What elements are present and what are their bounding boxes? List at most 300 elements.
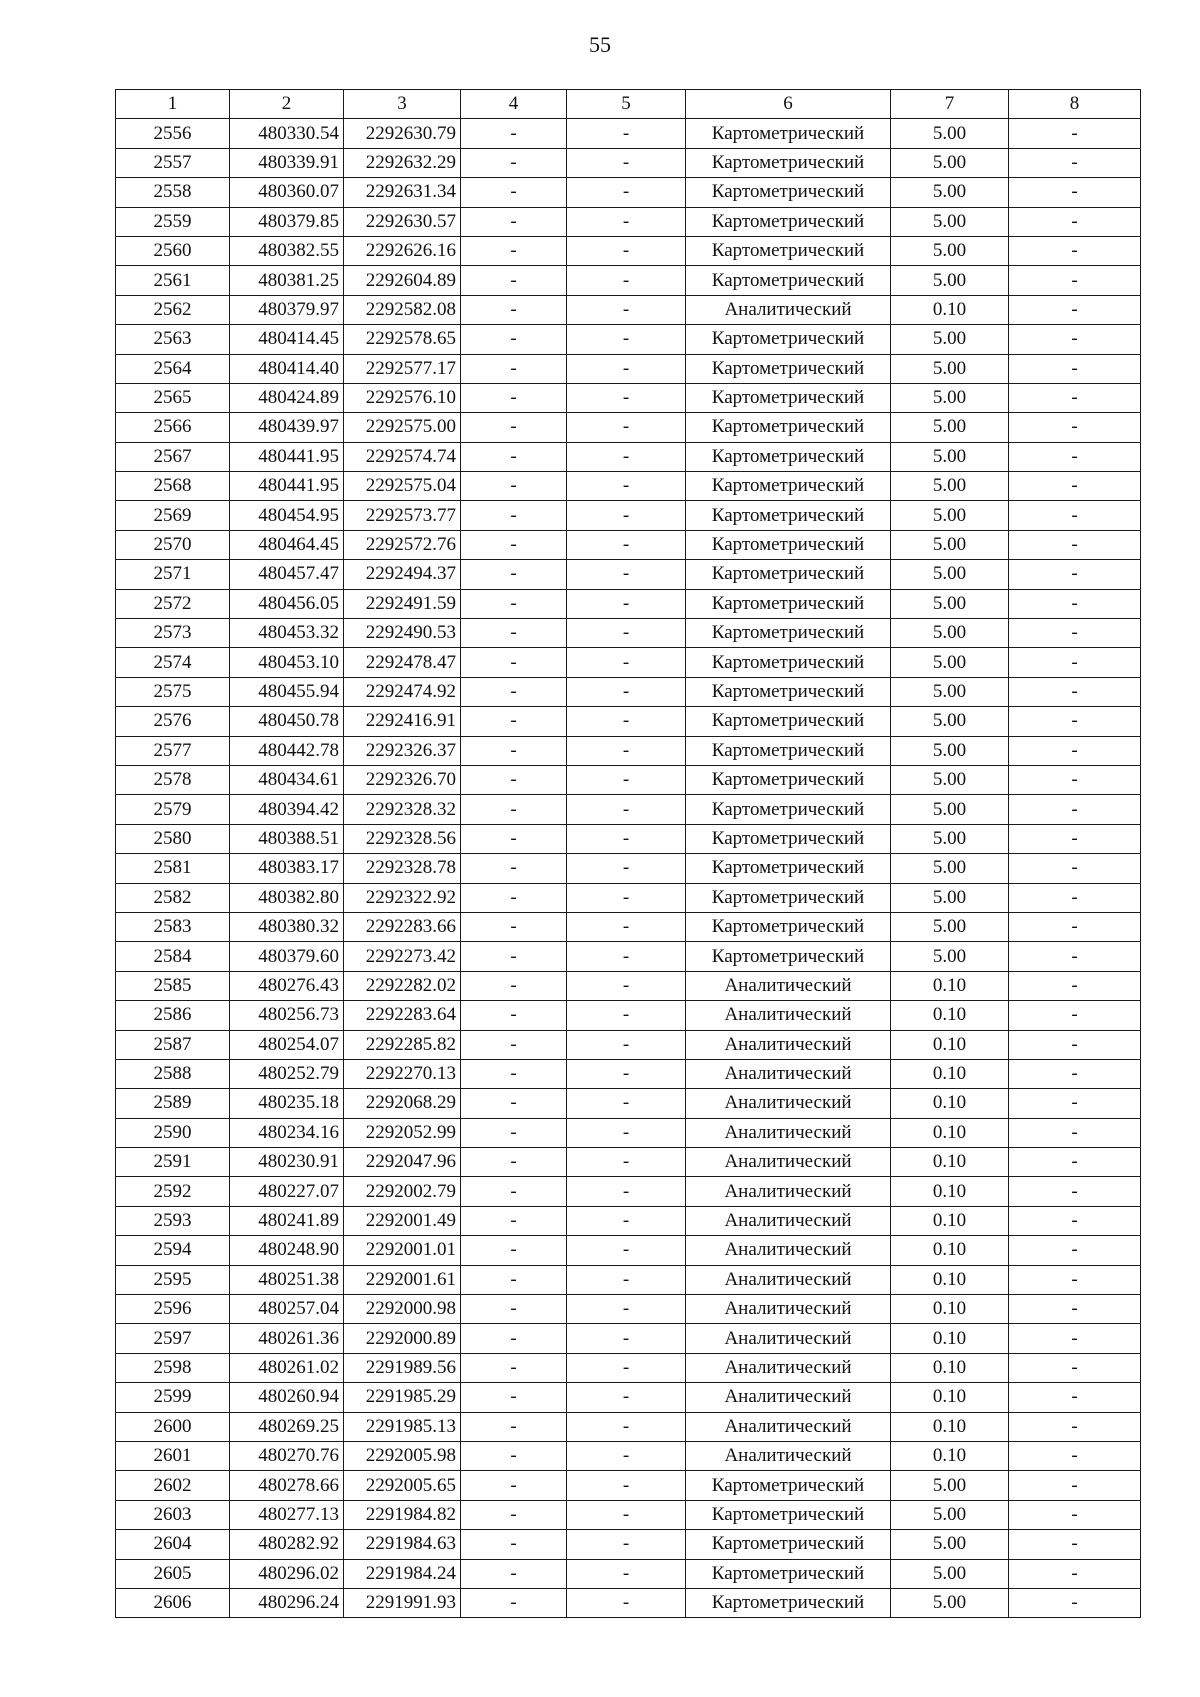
method-cell: Аналитический (686, 1177, 891, 1206)
point-number-cell: 2582 (116, 883, 230, 912)
method-cell: Аналитический (686, 1206, 891, 1235)
cell: - (1009, 413, 1141, 442)
cell: - (461, 912, 567, 941)
cell: - (1009, 1471, 1141, 1500)
table-row (116, 589, 1141, 618)
point-number-cell: 2573 (116, 619, 230, 648)
cell: - (461, 854, 567, 883)
cell: - (1009, 1353, 1141, 1382)
point-number-cell: 2569 (116, 501, 230, 530)
cell: - (567, 236, 686, 265)
x-coordinate-cell: 480381.25 (230, 266, 344, 295)
y-coordinate-cell: 2292001.01 (344, 1236, 461, 1265)
x-coordinate-cell: 480248.90 (230, 1236, 344, 1265)
cell: - (567, 971, 686, 1000)
point-number-cell: 2556 (116, 119, 230, 148)
method-cell: Картометрический (686, 795, 891, 824)
cell: - (567, 501, 686, 530)
point-number-cell: 2565 (116, 383, 230, 412)
table-row (116, 295, 1141, 324)
accuracy-cell: 5.00 (891, 325, 1009, 354)
x-coordinate-cell: 480241.89 (230, 1206, 344, 1235)
method-cell: Картометрический (686, 1559, 891, 1588)
cell: - (1009, 295, 1141, 324)
y-coordinate-cell: 2292052.99 (344, 1118, 461, 1147)
accuracy-cell: 5.00 (891, 1471, 1009, 1500)
accuracy-cell: 0.10 (891, 1118, 1009, 1147)
point-number-cell: 2571 (116, 560, 230, 589)
method-cell: Аналитический (686, 1236, 891, 1265)
cell: - (461, 648, 567, 677)
y-coordinate-cell: 2291985.29 (344, 1383, 461, 1412)
cell: - (567, 1383, 686, 1412)
cell: - (461, 883, 567, 912)
cell: - (1009, 912, 1141, 941)
table-row (116, 413, 1141, 442)
method-cell: Картометрический (686, 589, 891, 618)
cell: - (461, 1353, 567, 1382)
page-number: 55 (589, 32, 611, 57)
cell: - (461, 1001, 567, 1030)
cell: - (461, 1177, 567, 1206)
cell: - (461, 472, 567, 501)
y-coordinate-cell: 2292000.89 (344, 1324, 461, 1353)
cell: - (461, 501, 567, 530)
y-coordinate-cell: 2292322.92 (344, 883, 461, 912)
y-coordinate-cell: 2292328.56 (344, 824, 461, 853)
cell: - (567, 1089, 686, 1118)
cell: - (461, 295, 567, 324)
cell: - (567, 354, 686, 383)
cell: - (1009, 1177, 1141, 1206)
cell: - (567, 472, 686, 501)
accuracy-cell: 5.00 (891, 148, 1009, 177)
cell: - (567, 619, 686, 648)
point-number-cell: 2560 (116, 236, 230, 265)
method-cell: Картометрический (686, 236, 891, 265)
cell: - (1009, 266, 1141, 295)
accuracy-cell: 0.10 (891, 1353, 1009, 1382)
x-coordinate-cell: 480454.95 (230, 501, 344, 530)
cell: - (461, 1471, 567, 1500)
table-header-row (116, 90, 1141, 119)
accuracy-cell: 5.00 (891, 207, 1009, 236)
cell: - (461, 971, 567, 1000)
cell: - (461, 148, 567, 177)
method-cell: Картометрический (686, 354, 891, 383)
cell: - (567, 1177, 686, 1206)
point-number-cell: 2578 (116, 765, 230, 794)
point-number-cell: 2589 (116, 1089, 230, 1118)
accuracy-cell: 5.00 (891, 736, 1009, 765)
point-number-cell: 2566 (116, 413, 230, 442)
cell: - (461, 1030, 567, 1059)
table-row (116, 1236, 1141, 1265)
accuracy-cell: 5.00 (891, 413, 1009, 442)
cell: - (461, 413, 567, 442)
cell: - (567, 1236, 686, 1265)
cell: - (567, 648, 686, 677)
point-number-cell: 2595 (116, 1265, 230, 1294)
cell: - (567, 736, 686, 765)
table-row (116, 1559, 1141, 1588)
y-coordinate-cell: 2292474.92 (344, 677, 461, 706)
method-cell: Аналитический (686, 1265, 891, 1294)
cell: - (567, 325, 686, 354)
method-cell: Аналитический (686, 971, 891, 1000)
table-row (116, 383, 1141, 412)
x-coordinate-cell: 480282.92 (230, 1530, 344, 1559)
accuracy-cell: 0.10 (891, 1206, 1009, 1235)
y-coordinate-cell: 2292575.00 (344, 413, 461, 442)
method-cell: Аналитический (686, 1383, 891, 1412)
accuracy-cell: 5.00 (891, 1500, 1009, 1529)
x-coordinate-cell: 480453.10 (230, 648, 344, 677)
x-coordinate-cell: 480450.78 (230, 707, 344, 736)
cell: - (567, 1059, 686, 1088)
cell: - (1009, 1588, 1141, 1617)
accuracy-cell: 0.10 (891, 1441, 1009, 1470)
column-header: 3 (344, 90, 461, 119)
x-coordinate-cell: 480251.38 (230, 1265, 344, 1294)
y-coordinate-cell: 2291989.56 (344, 1353, 461, 1382)
accuracy-cell: 0.10 (891, 1383, 1009, 1412)
cell: - (461, 677, 567, 706)
y-coordinate-cell: 2291984.24 (344, 1559, 461, 1588)
cell: - (567, 560, 686, 589)
accuracy-cell: 5.00 (891, 501, 1009, 530)
table-row (116, 1412, 1141, 1441)
cell: - (461, 765, 567, 794)
cell: - (567, 1353, 686, 1382)
cell: - (461, 1118, 567, 1147)
accuracy-cell: 0.10 (891, 1059, 1009, 1088)
cell: - (461, 1148, 567, 1177)
cell: - (1009, 325, 1141, 354)
point-number-cell: 2587 (116, 1030, 230, 1059)
cell: - (1009, 472, 1141, 501)
point-number-cell: 2592 (116, 1177, 230, 1206)
x-coordinate-cell: 480414.45 (230, 325, 344, 354)
cell: - (567, 589, 686, 618)
table-row (116, 1295, 1141, 1324)
point-number-cell: 2567 (116, 442, 230, 471)
cell: - (1009, 1412, 1141, 1441)
y-coordinate-cell: 2292576.10 (344, 383, 461, 412)
point-number-cell: 2600 (116, 1412, 230, 1441)
cell: - (1009, 1500, 1141, 1529)
method-cell: Картометрический (686, 413, 891, 442)
cell: - (1009, 354, 1141, 383)
cell: - (1009, 530, 1141, 559)
column-header: 4 (461, 90, 567, 119)
method-cell: Аналитический (686, 1353, 891, 1382)
cell: - (461, 736, 567, 765)
x-coordinate-cell: 480434.61 (230, 765, 344, 794)
cell: - (567, 383, 686, 412)
method-cell: Аналитический (686, 1030, 891, 1059)
cell: - (567, 1412, 686, 1441)
table-row (116, 648, 1141, 677)
table-row (116, 912, 1141, 941)
method-cell: Картометрический (686, 736, 891, 765)
x-coordinate-cell: 480424.89 (230, 383, 344, 412)
cell: - (567, 1030, 686, 1059)
x-coordinate-cell: 480234.16 (230, 1118, 344, 1147)
accuracy-cell: 5.00 (891, 619, 1009, 648)
table-row (116, 795, 1141, 824)
accuracy-cell: 5.00 (891, 178, 1009, 207)
point-number-cell: 2599 (116, 1383, 230, 1412)
accuracy-cell: 5.00 (891, 648, 1009, 677)
table-row (116, 119, 1141, 148)
cell: - (461, 589, 567, 618)
point-number-cell: 2568 (116, 472, 230, 501)
cell: - (1009, 178, 1141, 207)
method-cell: Картометрический (686, 119, 891, 148)
x-coordinate-cell: 480235.18 (230, 1089, 344, 1118)
method-cell: Картометрический (686, 1530, 891, 1559)
accuracy-cell: 5.00 (891, 119, 1009, 148)
y-coordinate-cell: 2292582.08 (344, 295, 461, 324)
cell: - (567, 1148, 686, 1177)
method-cell: Картометрический (686, 472, 891, 501)
table-row (116, 677, 1141, 706)
y-coordinate-cell: 2292578.65 (344, 325, 461, 354)
cell: - (567, 824, 686, 853)
cell: - (1009, 501, 1141, 530)
x-coordinate-cell: 480254.07 (230, 1030, 344, 1059)
cell: - (461, 442, 567, 471)
x-coordinate-cell: 480382.80 (230, 883, 344, 912)
method-cell: Картометрический (686, 942, 891, 971)
column-header: 5 (567, 90, 686, 119)
point-number-cell: 2598 (116, 1353, 230, 1382)
accuracy-cell: 5.00 (891, 912, 1009, 941)
table-row (116, 707, 1141, 736)
cell: - (461, 795, 567, 824)
method-cell: Аналитический (686, 1148, 891, 1177)
point-number-cell: 2588 (116, 1059, 230, 1088)
table-row (116, 1118, 1141, 1147)
table-row (116, 236, 1141, 265)
point-number-cell: 2605 (116, 1559, 230, 1588)
y-coordinate-cell: 2292630.79 (344, 119, 461, 148)
cell: - (1009, 1001, 1141, 1030)
table-row (116, 736, 1141, 765)
cell: - (461, 1412, 567, 1441)
point-number-cell: 2602 (116, 1471, 230, 1500)
cell: - (567, 1295, 686, 1324)
method-cell: Картометрический (686, 1588, 891, 1617)
cell: - (567, 1471, 686, 1500)
cell: - (567, 148, 686, 177)
x-coordinate-cell: 480388.51 (230, 824, 344, 853)
method-cell: Картометрический (686, 824, 891, 853)
y-coordinate-cell: 2292494.37 (344, 560, 461, 589)
cell: - (1009, 560, 1141, 589)
cell: - (461, 1295, 567, 1324)
accuracy-cell: 0.10 (891, 1324, 1009, 1353)
method-cell: Картометрический (686, 619, 891, 648)
y-coordinate-cell: 2292270.13 (344, 1059, 461, 1088)
cell: - (1009, 942, 1141, 971)
method-cell: Аналитический (686, 1441, 891, 1470)
table-row (116, 942, 1141, 971)
point-number-cell: 2561 (116, 266, 230, 295)
cell: - (567, 1265, 686, 1294)
x-coordinate-cell: 480227.07 (230, 1177, 344, 1206)
point-number-cell: 2580 (116, 824, 230, 853)
cell: - (1009, 589, 1141, 618)
x-coordinate-cell: 480330.54 (230, 119, 344, 148)
accuracy-cell: 5.00 (891, 942, 1009, 971)
method-cell: Аналитический (686, 1295, 891, 1324)
table-row (116, 1089, 1141, 1118)
cell: - (461, 383, 567, 412)
accuracy-cell: 0.10 (891, 1177, 1009, 1206)
cell: - (567, 1118, 686, 1147)
cell: - (461, 1206, 567, 1235)
cell: - (1009, 207, 1141, 236)
x-coordinate-cell: 480457.47 (230, 560, 344, 589)
cell: - (567, 883, 686, 912)
y-coordinate-cell: 2292326.37 (344, 736, 461, 765)
y-coordinate-cell: 2292575.04 (344, 472, 461, 501)
cell: - (461, 1089, 567, 1118)
cell: - (1009, 1030, 1141, 1059)
accuracy-cell: 5.00 (891, 442, 1009, 471)
cell: - (1009, 1265, 1141, 1294)
method-cell: Картометрический (686, 1500, 891, 1529)
y-coordinate-cell: 2292273.42 (344, 942, 461, 971)
cell: - (461, 530, 567, 559)
cell: - (567, 413, 686, 442)
point-number-cell: 2558 (116, 178, 230, 207)
x-coordinate-cell: 480456.05 (230, 589, 344, 618)
point-number-cell: 2570 (116, 530, 230, 559)
cell: - (461, 1559, 567, 1588)
y-coordinate-cell: 2292574.74 (344, 442, 461, 471)
table-row (116, 765, 1141, 794)
accuracy-cell: 0.10 (891, 1412, 1009, 1441)
cell: - (567, 1588, 686, 1617)
cell: - (461, 266, 567, 295)
table-row (116, 472, 1141, 501)
accuracy-cell: 5.00 (891, 560, 1009, 589)
x-coordinate-cell: 480455.94 (230, 677, 344, 706)
cell: - (1009, 1206, 1141, 1235)
cell: - (461, 824, 567, 853)
cell: - (461, 1059, 567, 1088)
y-coordinate-cell: 2292001.61 (344, 1265, 461, 1294)
cell: - (567, 1441, 686, 1470)
x-coordinate-cell: 480379.85 (230, 207, 344, 236)
table-row (116, 442, 1141, 471)
x-coordinate-cell: 480270.76 (230, 1441, 344, 1470)
method-cell: Картометрический (686, 207, 891, 236)
accuracy-cell: 5.00 (891, 1588, 1009, 1617)
point-number-cell: 2583 (116, 912, 230, 941)
y-coordinate-cell: 2292632.29 (344, 148, 461, 177)
cell: - (461, 1324, 567, 1353)
method-cell: Картометрический (686, 677, 891, 706)
method-cell: Картометрический (686, 178, 891, 207)
y-coordinate-cell: 2292000.98 (344, 1295, 461, 1324)
cell: - (461, 1530, 567, 1559)
point-number-cell: 2590 (116, 1118, 230, 1147)
point-number-cell: 2601 (116, 1441, 230, 1470)
column-header: 2 (230, 90, 344, 119)
point-number-cell: 2596 (116, 1295, 230, 1324)
accuracy-cell: 0.10 (891, 295, 1009, 324)
cell: - (461, 1236, 567, 1265)
cell: - (567, 677, 686, 706)
x-coordinate-cell: 480278.66 (230, 1471, 344, 1500)
x-coordinate-cell: 480380.32 (230, 912, 344, 941)
table-row (116, 560, 1141, 589)
accuracy-cell: 0.10 (891, 1236, 1009, 1265)
table-row (116, 1206, 1141, 1235)
method-cell: Аналитический (686, 1412, 891, 1441)
cell: - (461, 1500, 567, 1529)
x-coordinate-cell: 480252.79 (230, 1059, 344, 1088)
cell: - (567, 1206, 686, 1235)
table-row (116, 1001, 1141, 1030)
y-coordinate-cell: 2292282.02 (344, 971, 461, 1000)
method-cell: Аналитический (686, 1118, 891, 1147)
cell: - (567, 942, 686, 971)
point-number-cell: 2593 (116, 1206, 230, 1235)
point-number-cell: 2577 (116, 736, 230, 765)
cell: - (461, 1441, 567, 1470)
accuracy-cell: 5.00 (891, 707, 1009, 736)
y-coordinate-cell: 2292572.76 (344, 530, 461, 559)
cell: - (1009, 1148, 1141, 1177)
cell: - (1009, 1236, 1141, 1265)
method-cell: Аналитический (686, 1089, 891, 1118)
coordinates-table (115, 89, 1141, 1618)
table-row (116, 1265, 1141, 1294)
method-cell: Картометрический (686, 325, 891, 354)
point-number-cell: 2606 (116, 1588, 230, 1617)
cell: - (567, 1324, 686, 1353)
x-coordinate-cell: 480276.43 (230, 971, 344, 1000)
table-row (116, 1353, 1141, 1382)
accuracy-cell: 5.00 (891, 1559, 1009, 1588)
table-row (116, 1177, 1141, 1206)
y-coordinate-cell: 2291984.63 (344, 1530, 461, 1559)
column-header: 6 (686, 90, 891, 119)
cell: - (1009, 795, 1141, 824)
table-row (116, 1471, 1141, 1500)
y-coordinate-cell: 2292285.82 (344, 1030, 461, 1059)
cell: - (461, 942, 567, 971)
cell: - (567, 1559, 686, 1588)
y-coordinate-cell: 2292068.29 (344, 1089, 461, 1118)
accuracy-cell: 5.00 (891, 589, 1009, 618)
accuracy-cell: 5.00 (891, 354, 1009, 383)
cell: - (1009, 119, 1141, 148)
method-cell: Картометрический (686, 707, 891, 736)
point-number-cell: 2564 (116, 354, 230, 383)
cell: - (461, 619, 567, 648)
y-coordinate-cell: 2292283.66 (344, 912, 461, 941)
table-row (116, 1530, 1141, 1559)
method-cell: Картометрический (686, 148, 891, 177)
cell: - (1009, 383, 1141, 412)
x-coordinate-cell: 480296.24 (230, 1588, 344, 1617)
